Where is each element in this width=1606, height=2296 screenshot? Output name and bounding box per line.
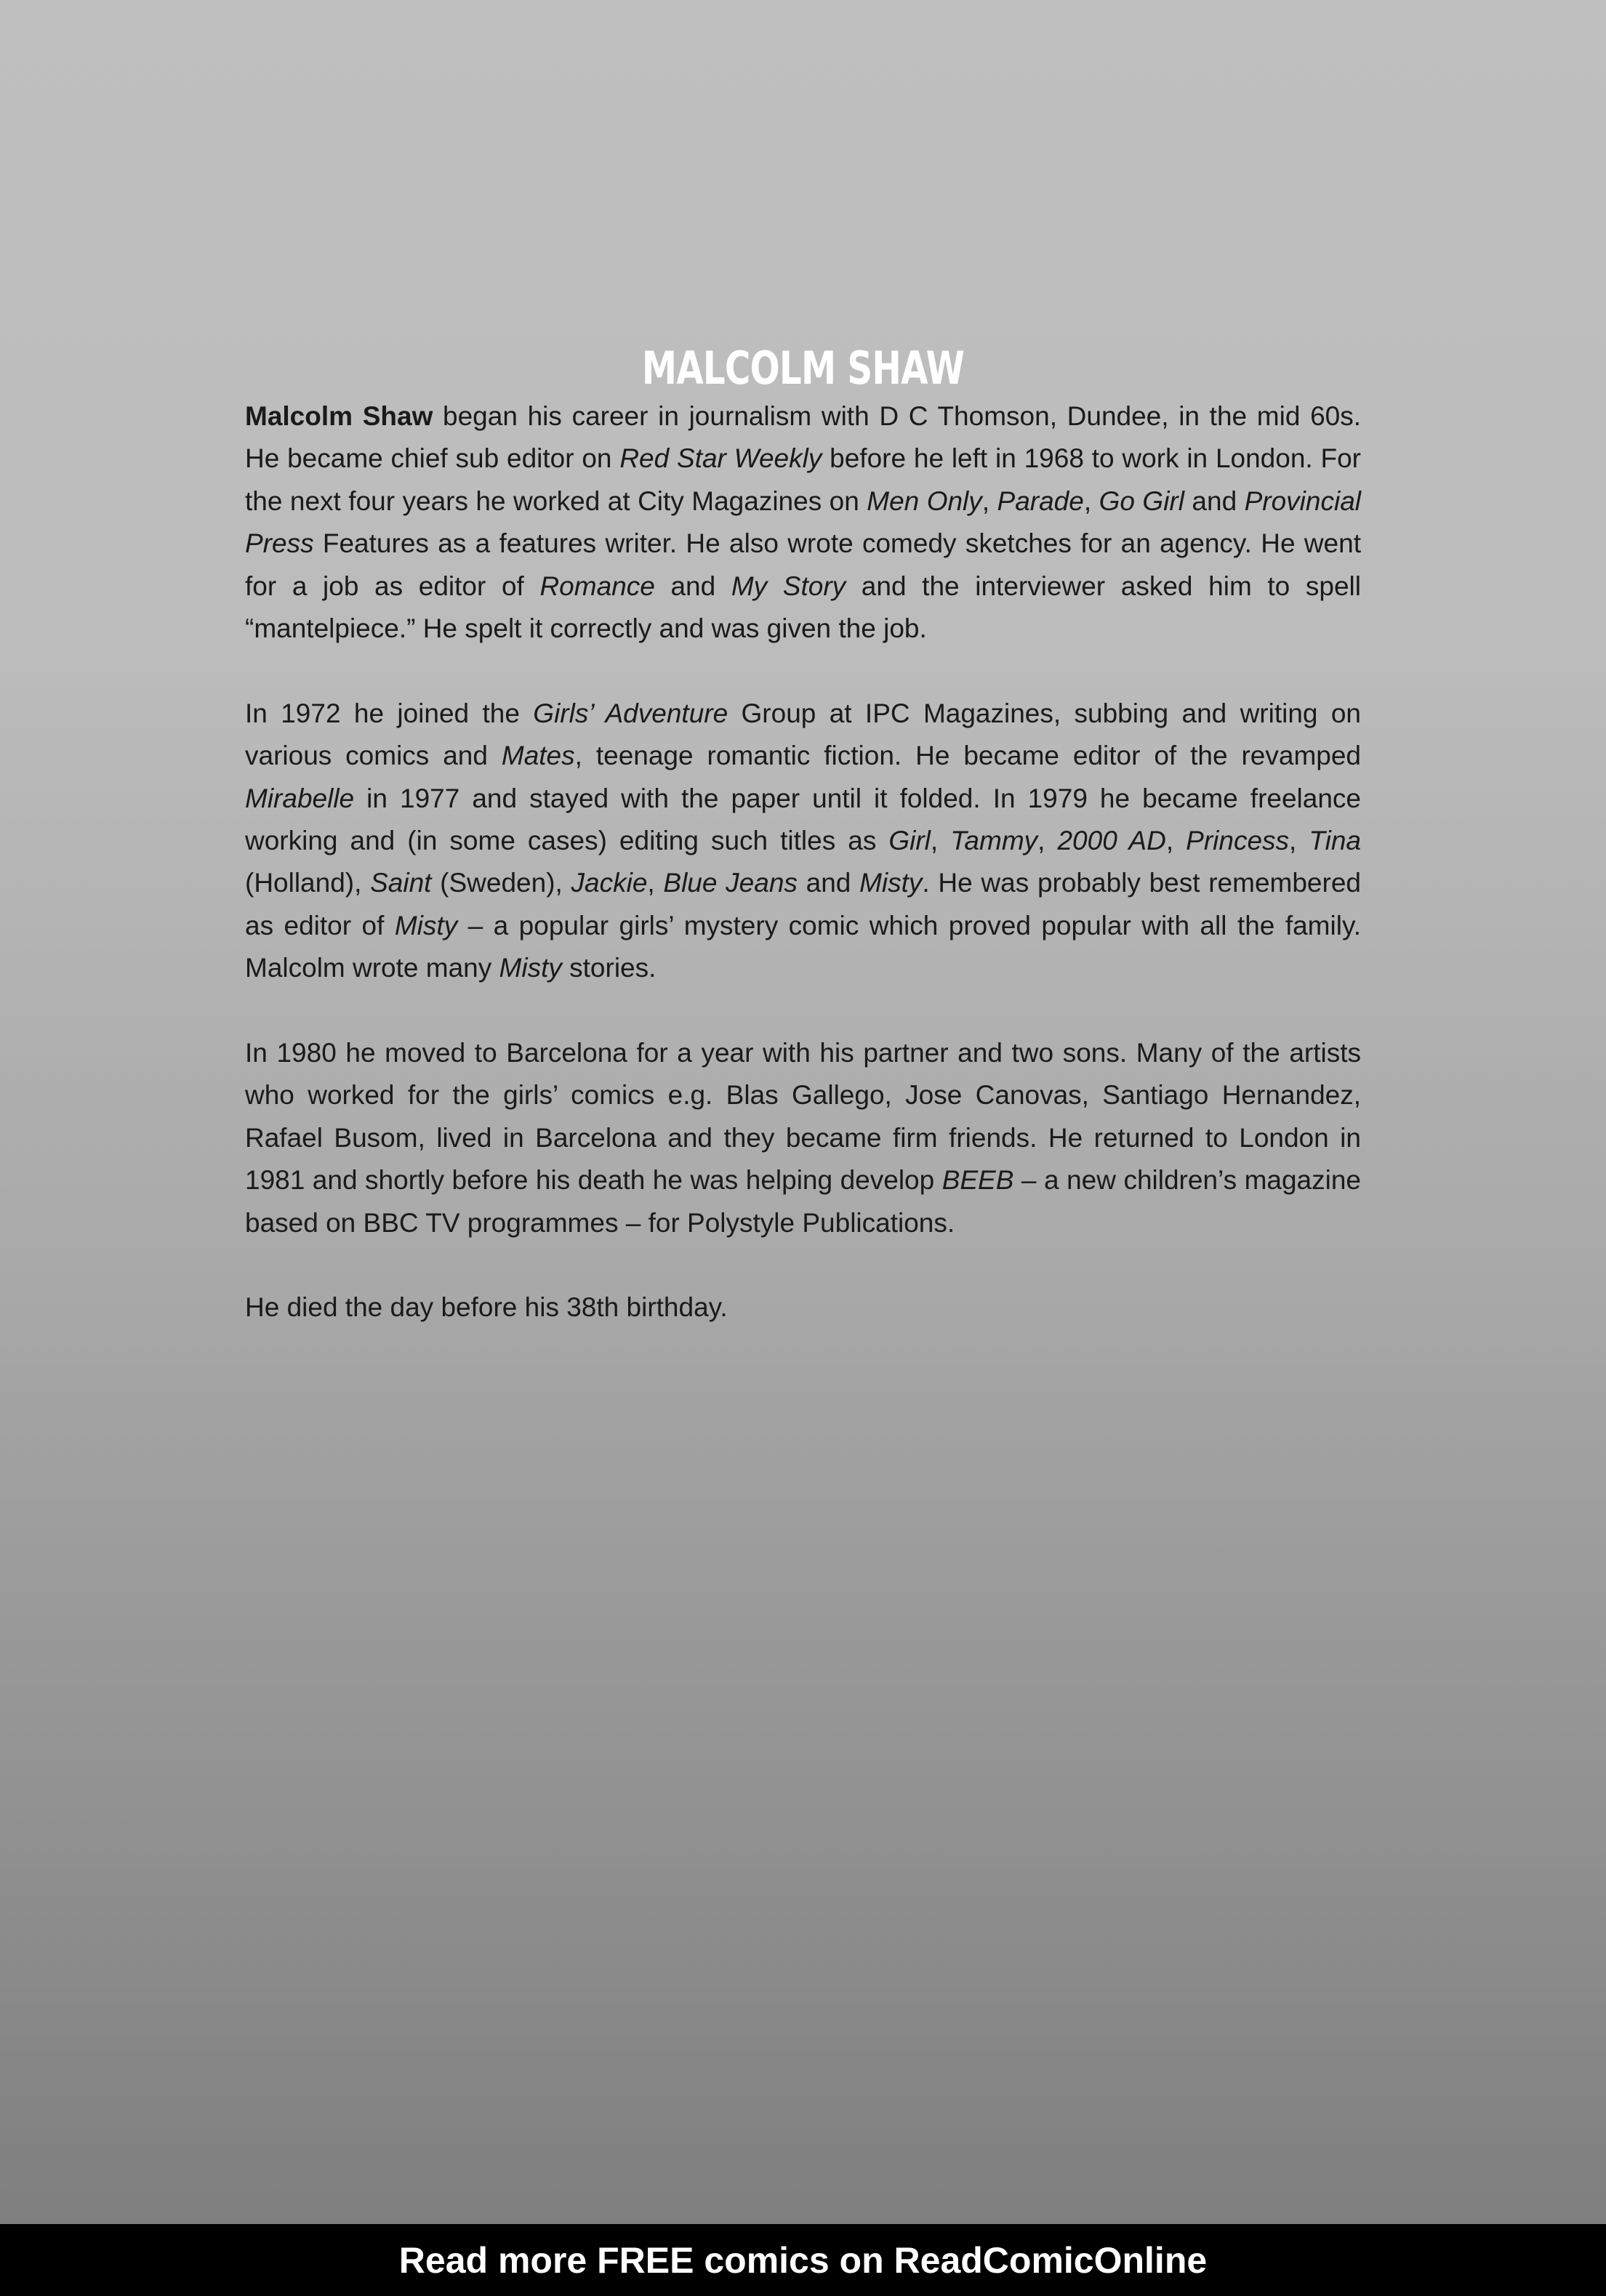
footer-banner <box>0 2224 1606 2296</box>
bio-paragraph-3 <box>245 1032 1361 1244</box>
text-span: (Sweden), <box>431 868 571 898</box>
publication-title: Girls’ Adventure <box>533 698 728 728</box>
publication-title: Tina <box>1309 826 1362 856</box>
publication-title: Romance <box>539 571 655 601</box>
text-span: , <box>1037 826 1058 856</box>
publication-title: Men Only <box>867 486 982 516</box>
publication-title: Go Girl <box>1099 486 1184 516</box>
publication-title: Princess <box>1186 826 1290 856</box>
publication-title: Jackie <box>571 868 648 898</box>
text-span: before he left in 1968 to work in London. For the next four years he worked at City Magazines on <box>245 443 1361 516</box>
text-span: and <box>1184 486 1245 516</box>
text-span: , <box>647 868 664 898</box>
publication-title: Tammy <box>950 826 1038 856</box>
publication-title: Mates <box>501 741 575 771</box>
bio-paragraph-1 <box>245 395 1361 650</box>
text-span: Features as a features writer. He also wrote comedy sketches for an agency. He went for a job as editor of <box>245 528 1361 601</box>
text-span: – a popular girls’ mystery comic which proved popular with all the family. Malcolm wrote many <box>245 910 1361 983</box>
publication-title: Provincial Press <box>245 486 1362 559</box>
page-title: MALCOLM SHAW <box>641 342 965 395</box>
publication-title: Misty <box>394 910 458 940</box>
text-span: and <box>654 571 731 601</box>
text-span: stories. <box>561 953 657 983</box>
publication-title: 2000 AD <box>1057 826 1166 856</box>
text-span: , <box>1289 826 1309 856</box>
publication-title: Parade <box>997 486 1084 516</box>
bio-paragraph-4 <box>245 1286 1361 1329</box>
publication-title: Misty <box>859 868 923 898</box>
publication-title: Misty <box>499 953 562 983</box>
text-span: , <box>1083 486 1099 516</box>
biography-text <box>245 395 1361 1329</box>
text-span: and the interviewer asked him to spell “mantelpiece.” He spelt it correctly and was given the job. <box>245 571 1361 644</box>
text-span: Group at IPC Magazines, subbing and writing on various comics and <box>245 698 1362 771</box>
publication-title: My Story <box>731 571 846 601</box>
text-span: , <box>1165 826 1187 856</box>
publication-title: BEEB <box>941 1165 1014 1196</box>
publication-title: Red Star Weekly <box>619 443 822 474</box>
text-span: , <box>930 826 951 856</box>
text-span: , teenage romantic fiction. He became editor of the revamped <box>574 741 1361 771</box>
text-span: , <box>981 486 997 516</box>
read-more-link[interactable]: Read more FREE comics on ReadComicOnline <box>398 2239 1208 2281</box>
text-span: and <box>797 868 860 898</box>
publication-title: Blue Jeans <box>663 868 798 898</box>
text-span: He died the day before his 38th birthday. <box>245 1292 728 1323</box>
text-span: – a new children’s magazine based on BBC TV programmes – for Polystyle Publications. <box>245 1165 1361 1238</box>
text-span: In 1972 he joined the <box>245 698 534 728</box>
text-span: began his career in journalism with D C Thomson, Dundee, in the mid 60s. He became chief sub editor on <box>245 401 1362 474</box>
bio-paragraph-2 <box>245 693 1361 990</box>
publication-title: Mirabelle <box>245 783 355 813</box>
publication-title: Saint <box>370 868 432 898</box>
text-span: . He was probably best remembered as editor of <box>245 868 1361 940</box>
text-span: (Holland), <box>245 868 371 898</box>
publication-title: Girl <box>888 826 931 856</box>
bio-name: Malcolm Shaw <box>245 401 433 431</box>
text-span: in 1977 and stayed with the paper until it folded. In 1979 he became freelance working and (in some cases) editing such titles as <box>245 783 1361 856</box>
text-span: In 1980 he moved to Barcelona for a year with his partner and two sons. Many of the artists who worked for the girls’ comics e.g. Blas Gallego, Jose Canovas, Santiago Hernandez, Rafael Busom, lived in Barcelona and they became firm friends. He returned to London in 1981 and shortly before his death he was helping develop <box>245 1038 1361 1196</box>
